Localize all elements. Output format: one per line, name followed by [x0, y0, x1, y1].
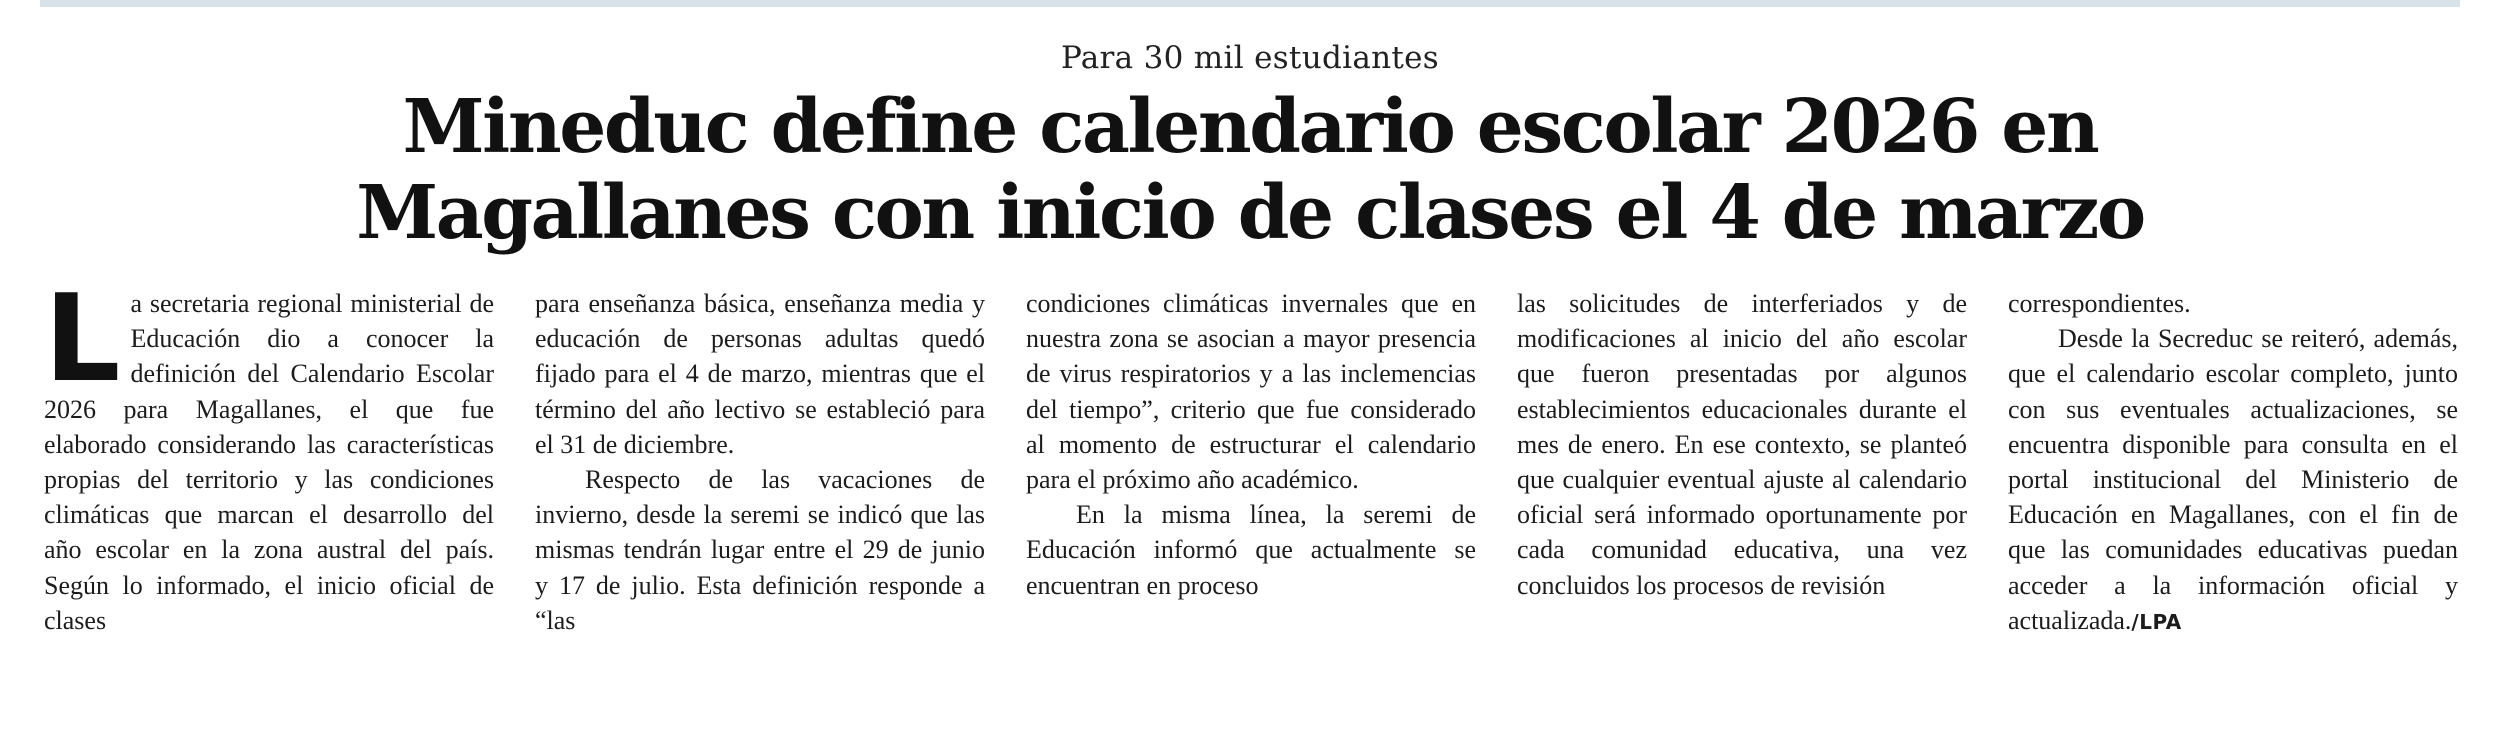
column-3	[1026, 286, 1476, 726]
column-1	[44, 286, 494, 726]
top-rule	[40, 0, 2460, 7]
paragraph: En la misma línea, la seremi de Educación informó que actualmente se encuentran en proceso	[1026, 500, 1476, 600]
column-4	[1517, 286, 1967, 726]
paragraph	[44, 286, 494, 638]
paragraph-text: Desde la Secreduc se reiteró, además, que el calendario escolar completo, junto con sus eventuales actualizaciones, se encuentra disponible para consulta en el portal institucional del Ministerio de Educación en Magallanes, con el fin de que las comunidades educativas puedan acceder a la información oficial y actualizada.	[2008, 324, 2458, 635]
paragraph: correspondientes.	[2008, 289, 2191, 318]
article-headline	[0, 84, 2500, 256]
paragraph: Respecto de las vacaciones de invierno, desde la seremi se indicó que las mismas tendrán lugar entre el 29 de junio y 17 de julio. Esta definición responde a “las	[535, 465, 985, 635]
column-2	[535, 286, 985, 726]
paragraph: las solicitudes de interferiados y de modificaciones al inicio del año escolar que fueron presentadas por algunos establecimientos educacionales durante el mes de enero. En ese contexto, se planteó que cualquier eventual ajuste al calendario oficial será informado oportunamente por cada comunidad educativa, una vez concluidos los procesos de revisión	[1517, 289, 1967, 600]
article-kicker: Para 30 mil estudiantes	[1061, 40, 1439, 76]
column-5	[2008, 286, 2458, 726]
headline-line-1: Mineduc define calendario escolar 2026 en	[402, 84, 2098, 170]
headline-line-2: Magallanes con inicio de clases el 4 de marzo	[356, 170, 2144, 256]
article-body	[44, 286, 2460, 726]
drop-cap: L	[44, 286, 121, 409]
author-signoff: /LPA	[2131, 609, 2182, 634]
paragraph-text: a secretaria regional ministerial de Educación dio a conocer la definición del Calendario Escolar 2026 para Magallanes, el que fue elaborado considerando las características propias del territorio y las condiciones climáticas que marcan el desarrollo del año escolar en la zona austral del país. Según lo informado, el inicio oficial de clases	[44, 289, 494, 635]
paragraph: para enseñanza básica, enseñanza media y educación de personas adultas quedó fijado para el 4 de marzo, mientras que el término del año lectivo se estableció para el 31 de diciembre.	[535, 289, 985, 459]
paragraph	[2008, 321, 2458, 640]
paragraph: condiciones climáticas invernales que en nuestra zona se asocian a mayor presencia de virus respiratorios y a las inclemencias del tiempo”, criterio que fue considerado al momento de estructurar el calendario para el próximo año académico.	[1026, 289, 1476, 495]
